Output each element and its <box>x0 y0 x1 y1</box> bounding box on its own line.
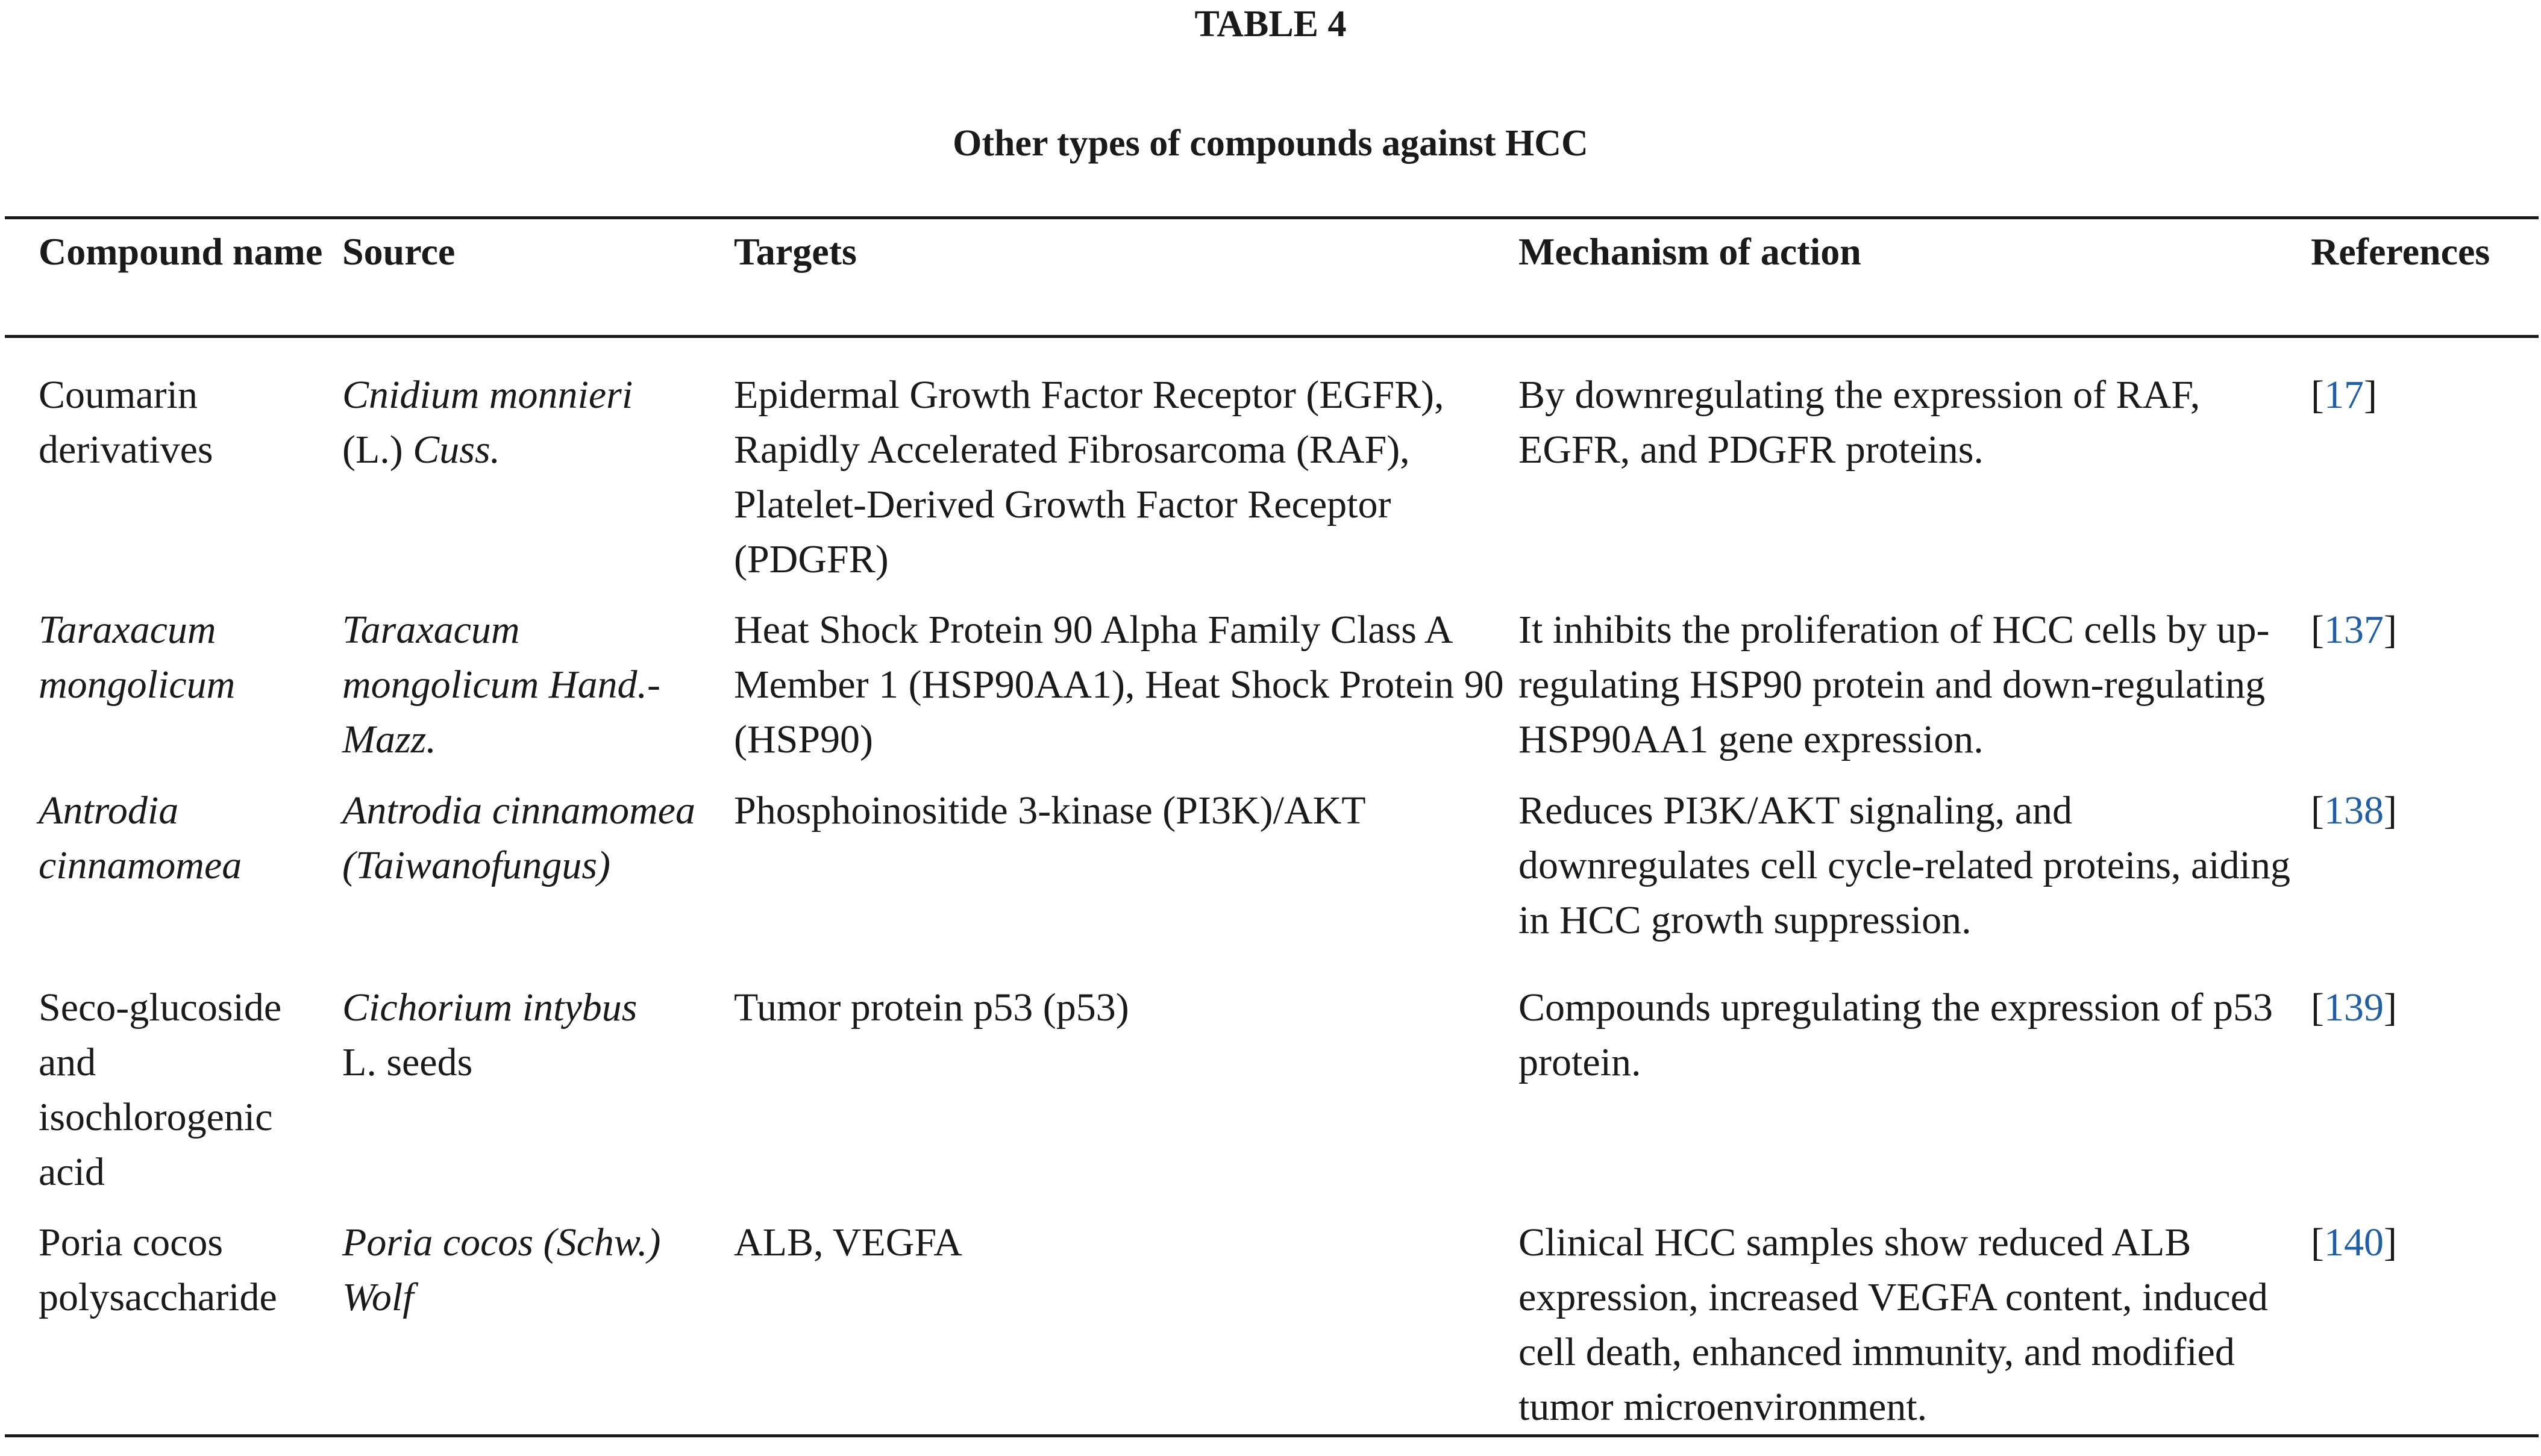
compound-name-cell: Poria cocos polysaccharide <box>39 1220 277 1319</box>
table-body <box>0 367 2541 1456</box>
source-cell: Cichorium intybus L. seeds <box>342 986 638 1084</box>
table-bottom-rule <box>5 1434 2539 1437</box>
reference-link[interactable]: 139 <box>2323 986 2384 1030</box>
table-row <box>0 783 2541 980</box>
table-caption: Other types of compounds against HCC <box>953 123 1588 164</box>
compound-name-cell: Seco-glucoside and isochlorogenic acid <box>39 986 282 1194</box>
compound-name-cell: Coumarin derivatives <box>39 373 213 472</box>
header-source: Source <box>342 230 456 273</box>
targets-cell: Epidermal Growth Factor Receptor (EGFR), Rapidly Accelerated Fibrosarcoma (RAF), Platelet-Derived Growth Factor Receptor (PDGFR) <box>734 373 1444 581</box>
source-cell: Antrodia cinnamomea (Taiwanofungus) <box>342 789 695 887</box>
reference-link[interactable]: 137 <box>2323 608 2384 652</box>
source-species: Cnidium monnieri <box>342 373 633 417</box>
mechanism-cell: Clinical HCC samples show reduced ALB expression, increased VEGFA content, induced cell death, enhanced immunity, and modified tumor microenvironment. <box>1518 1220 2268 1429</box>
source-species: Cichorium intybus <box>342 986 638 1030</box>
reference-cell: [138] <box>2311 789 2397 833</box>
targets-cell: Tumor protein p53 (p53) <box>734 986 1129 1030</box>
targets-cell: Phosphoinositide 3-kinase (PI3K)/AKT <box>734 789 1366 833</box>
header-targets: Targets <box>734 230 857 273</box>
targets-cell: ALB, VEGFA <box>734 1220 962 1264</box>
source-cell: Taraxacum mongolicum Hand.-Mazz. <box>342 608 660 761</box>
table-row <box>0 1215 2541 1456</box>
table-header-rule <box>5 335 2539 338</box>
table-header-row <box>0 224 2541 333</box>
mechanism-cell: By downregulating the expression of RAF, EGFR, and PDGFR proteins. <box>1518 373 2201 472</box>
compound-name-cell: Taraxacum mongolicum <box>39 608 236 707</box>
mechanism-cell: It inhibits the proliferation of HCC cells by up-regulating HSP90 protein and down-regulating HSP90AA1 gene expression. <box>1518 608 2270 761</box>
reference-cell: [137] <box>2311 608 2397 652</box>
mechanism-cell: Compounds upregulating the expression of p53 protein. <box>1518 986 2273 1084</box>
table-top-rule <box>5 216 2539 219</box>
mechanism-cell: Reduces PI3K/AKT signaling, and downregulates cell cycle-related proteins, aiding in HCC growth suppression. <box>1518 789 2290 942</box>
table-row <box>0 367 2541 602</box>
source-cell: Cnidium monnieri (L.) Cuss. <box>342 373 633 472</box>
source-cell: Poria cocos (Schw.) Wolf <box>342 1220 661 1319</box>
table-row <box>0 602 2541 783</box>
table-number: TABLE 4 <box>1194 4 1347 45</box>
table-row <box>0 980 2541 1215</box>
header-mechanism: Mechanism of action <box>1518 230 1861 273</box>
reference-cell: [140] <box>2311 1220 2397 1264</box>
reference-cell: [17] <box>2311 373 2377 417</box>
reference-cell: [139] <box>2311 986 2397 1030</box>
compound-name-cell: Antrodia cinnamomea <box>39 789 242 887</box>
reference-link[interactable]: 138 <box>2323 789 2384 833</box>
reference-link[interactable]: 140 <box>2323 1220 2384 1264</box>
reference-link[interactable]: 17 <box>2323 373 2364 417</box>
header-references: References <box>2311 230 2490 273</box>
header-compound-name: Compound name <box>39 230 323 273</box>
targets-cell: Heat Shock Protein 90 Alpha Family Class A Member 1 (HSP90AA1), Heat Shock Protein 90 (HSP90) <box>734 608 1504 761</box>
